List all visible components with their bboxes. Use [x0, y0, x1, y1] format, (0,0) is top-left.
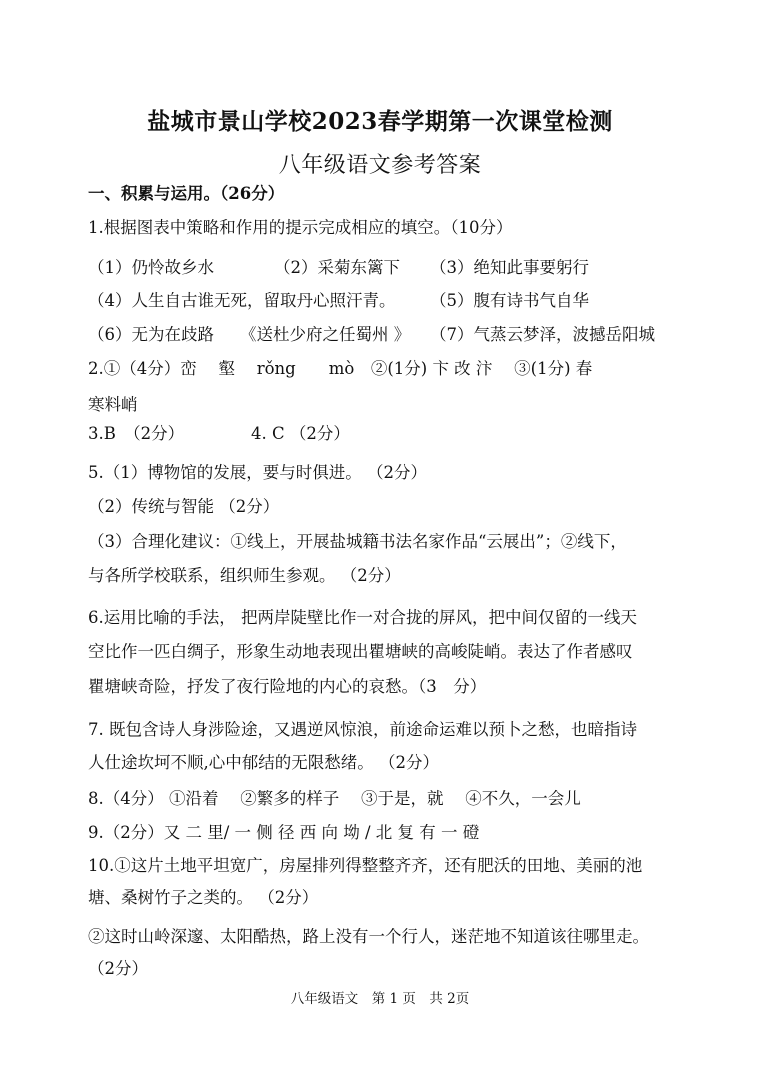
q4-answer: 4. C （2分） — [251, 424, 350, 443]
page-footer: 八年级语文 第 1 页 共 2页 — [290, 991, 470, 1007]
q1-answer-2: （2）采菊东篱下 — [274, 258, 400, 277]
q3-q4-row — [88, 423, 678, 445]
q5-answer-3-line2: 与各所学校联系，组织师生参观。 （2分） — [88, 566, 401, 585]
q1-answers-row2 — [88, 290, 678, 312]
q5-answer-1: 5.（1）博物馆的发展，要与时俱进。 （2分） — [88, 463, 427, 482]
q10-answer-2-line2: （2分） — [88, 959, 148, 978]
q1-answer-4: （4）人生自古谁无死，留取丹心照汗青。 — [88, 291, 396, 310]
q9-answer: 9.（2分）又 二 里/ 一 侧 径 西 向 坳 / 北 复 有 一 磴 — [88, 823, 480, 842]
page-title: 盐城市景山学校2023春学期第一次课堂检测 — [147, 108, 613, 135]
q8-answer: 8.（4分） ①沿着 ②繁多的样子 ③于是，就 ④不久，一会儿 — [88, 789, 581, 808]
q3-answer: 3.B （2分） — [88, 424, 185, 443]
q2-line1: 2.①（4分）峦 壑 rǒng mò ②(1分) 卞 改 汴 ③(1分) 春 — [88, 359, 593, 378]
q7-line1: 7. 既包含诗人身涉险途，又遇逆风惊浪，前途命运难以预卜之愁，也暗指诗 — [88, 720, 637, 739]
q1-stem: 1.根据图表中策略和作用的提示完成相应的填空。（10分） — [88, 218, 513, 237]
q5-answer-3-line1: （3）合理化建议：①线上，开展盐城籍书法名家作品“云展出”；②线下， — [88, 532, 627, 551]
q6-line3: 瞿塘峡奇险，抒发了夜行险地的内心的哀愁。（3 分） — [88, 677, 487, 696]
q1-answer-5: （5）腹有诗书气自华 — [430, 291, 589, 310]
q6-line1: 6.运用比喻的手法， 把两岸陡壁比作一对合拢的屏风，把中间仅留的一线天 — [88, 608, 637, 627]
q10-answer-1-line2: 塘、桑树竹子之类的。 （2分） — [88, 888, 319, 907]
page-subtitle: 八年级语文参考答案 — [278, 153, 482, 178]
q10-answer-1-line1: 10.①这片土地平坦宽广，房屋排列得整整齐齐，还有肥沃的田地、美丽的池 — [88, 856, 643, 875]
q1-answer-1: （1）仍怜故乡水 — [88, 258, 214, 277]
q1-answers-row3 — [88, 324, 678, 346]
q1-answer-6: （6）无为在歧路 — [88, 325, 214, 344]
q6-line2: 空比作一匹白绸子，形象生动地表现出瞿塘峡的高峻陡峭。表达了作者感叹 — [88, 642, 633, 661]
q1-answer-6-title: 《送杜少府之任蜀州 》 — [240, 325, 411, 344]
q1-answers-row1 — [88, 257, 678, 279]
q1-answer-7: （7）气蒸云梦泽，波撼岳阳城 — [430, 325, 655, 344]
q5-answer-2: （2）传统与智能 （2分） — [88, 497, 280, 516]
section-heading: 一、积累与运用。（26分） — [88, 184, 285, 203]
q2-line2: 寒料峭 — [88, 395, 138, 414]
q10-answer-2-line1: ②这时山岭深邃、太阳酷热，路上没有一个行人，迷茫地不知道该往哪里走。 — [88, 927, 649, 946]
q7-line2: 人仕途坎坷不顺,心中郁结的无限愁绪。 （2分） — [88, 753, 439, 772]
q1-answer-3: （3）绝知此事要躬行 — [430, 258, 589, 277]
